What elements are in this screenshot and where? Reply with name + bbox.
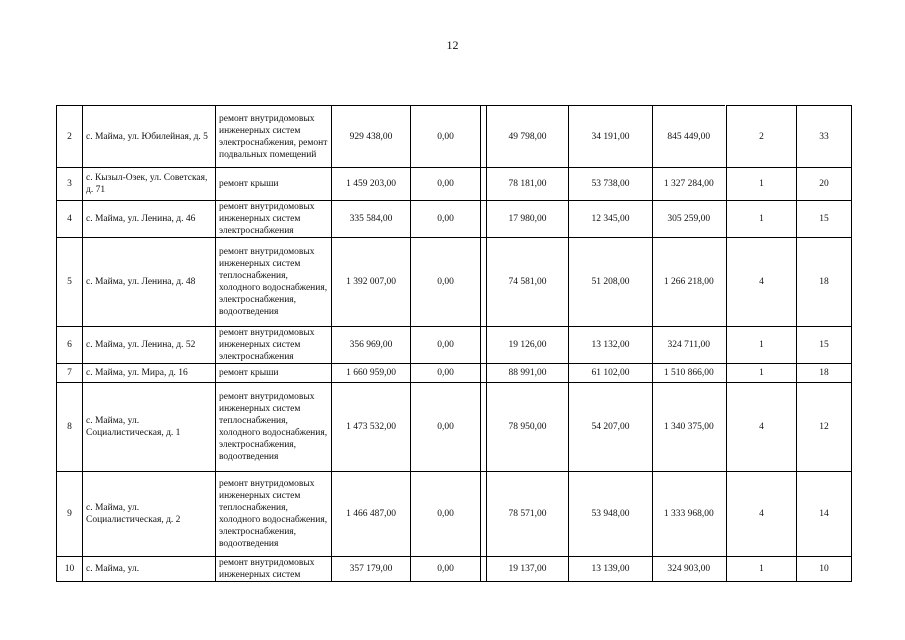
count-1-cell: 1 [727, 557, 797, 582]
amount-2-cell: 54 207,00 [569, 383, 653, 472]
work-type-cell: ремонт внутридомовых инженерных систем электроснабжения, ремонт подвальных помещений [216, 106, 332, 168]
count-1-cell: 4 [727, 383, 797, 472]
row-number-cell: 2 [57, 106, 83, 168]
address-cell: с. Майма, ул. Ленина, д. 46 [83, 201, 216, 238]
count-1-cell: 1 [727, 201, 797, 238]
address-cell: с. Майма, ул. Социалистическая, д. 2 [83, 472, 216, 557]
count-2-cell: 10 [797, 557, 852, 582]
page-number: 12 [446, 38, 459, 52]
count-2-cell: 18 [797, 364, 852, 383]
table-row [57, 472, 852, 557]
total-cost-cell: 1 459 203,00 [332, 168, 411, 201]
table-row [57, 106, 852, 168]
work-type-cell: ремонт внутридомовых инженерных систем теплоснабжения, холодного водоснабжения, электроснабжения, водоотведения [216, 383, 332, 472]
count-2-cell: 12 [797, 383, 852, 472]
zero-amount-cell: 0,00 [411, 327, 481, 364]
row-number-cell: 5 [57, 238, 83, 327]
amount-1-cell: 17 980,00 [487, 201, 569, 238]
amount-1-cell: 74 581,00 [487, 238, 569, 327]
address-cell: с. Майма, ул. Ленина, д. 48 [83, 238, 216, 327]
work-type-cell: ремонт крыши [216, 364, 332, 383]
row-number-cell: 8 [57, 383, 83, 472]
table-row [57, 238, 852, 327]
total-cost-cell: 1 466 487,00 [332, 472, 411, 557]
total-cost-cell: 356 969,00 [332, 327, 411, 364]
amount-3-cell: 1 327 284,00 [653, 168, 725, 201]
amount-1-cell: 78 571,00 [487, 472, 569, 557]
address-cell: с. Майма, ул. Мира, д. 16 [83, 364, 216, 383]
count-1-cell: 4 [727, 472, 797, 557]
count-2-cell: 15 [797, 327, 852, 364]
count-1-cell: 4 [727, 238, 797, 327]
amount-3-cell: 305 259,00 [653, 201, 725, 238]
zero-amount-cell: 0,00 [411, 383, 481, 472]
address-cell: с. Кызыл-Озек, ул. Советская, д. 71 [83, 168, 216, 201]
repair-registry-table [56, 105, 852, 582]
amount-3-cell: 324 903,00 [653, 557, 725, 582]
amount-2-cell: 13 132,00 [569, 327, 653, 364]
zero-amount-cell: 0,00 [411, 557, 481, 582]
amount-1-cell: 88 991,00 [487, 364, 569, 383]
total-cost-cell: 335 584,00 [332, 201, 411, 238]
table-row [57, 168, 852, 201]
amount-1-cell: 78 950,00 [487, 383, 569, 472]
row-number-cell: 9 [57, 472, 83, 557]
address-cell: с. Майма, ул. [83, 557, 216, 582]
table-row [57, 557, 852, 582]
count-1-cell: 1 [727, 168, 797, 201]
amount-3-cell: 1 266 218,00 [653, 238, 725, 327]
work-type-cell: ремонт внутридомовых инженерных систем теплоснабжения, холодного водоснабжения, электроснабжения, водоотведения [216, 472, 332, 557]
total-cost-cell: 1 660 959,00 [332, 364, 411, 383]
amount-3-cell: 1 340 375,00 [653, 383, 725, 472]
work-type-cell: ремонт внутридомовых инженерных систем теплоснабжения, холодного водоснабжения, электроснабжения, водоотведения [216, 238, 332, 327]
count-2-cell: 14 [797, 472, 852, 557]
address-cell: с. Майма, ул. Ленина, д. 52 [83, 327, 216, 364]
zero-amount-cell: 0,00 [411, 168, 481, 201]
work-type-cell: ремонт внутридомовых инженерных систем электроснабжения [216, 201, 332, 238]
row-number-cell: 3 [57, 168, 83, 201]
row-number-cell: 6 [57, 327, 83, 364]
amount-1-cell: 49 798,00 [487, 106, 569, 168]
row-number-cell: 4 [57, 201, 83, 238]
amount-1-cell: 19 126,00 [487, 327, 569, 364]
count-2-cell: 20 [797, 168, 852, 201]
zero-amount-cell: 0,00 [411, 364, 481, 383]
count-1-cell: 2 [727, 106, 797, 168]
amount-3-cell: 845 449,00 [653, 106, 725, 168]
amount-1-cell: 78 181,00 [487, 168, 569, 201]
table-row [57, 327, 852, 364]
amount-2-cell: 53 738,00 [569, 168, 653, 201]
amount-1-cell: 19 137,00 [487, 557, 569, 582]
count-2-cell: 15 [797, 201, 852, 238]
row-number-cell: 7 [57, 364, 83, 383]
count-1-cell: 1 [727, 364, 797, 383]
amount-3-cell: 1 510 866,00 [653, 364, 725, 383]
amount-2-cell: 61 102,00 [569, 364, 653, 383]
table-row [57, 383, 852, 472]
amount-3-cell: 1 333 968,00 [653, 472, 725, 557]
total-cost-cell: 1 392 007,00 [332, 238, 411, 327]
count-2-cell: 33 [797, 106, 852, 168]
work-type-cell: ремонт внутридомовых инженерных систем [216, 557, 332, 582]
table-row [57, 364, 852, 383]
amount-3-cell: 324 711,00 [653, 327, 725, 364]
amount-2-cell: 53 948,00 [569, 472, 653, 557]
zero-amount-cell: 0,00 [411, 472, 481, 557]
amount-2-cell: 51 208,00 [569, 238, 653, 327]
count-1-cell: 1 [727, 327, 797, 364]
address-cell: с. Майма, ул. Социалистическая, д. 1 [83, 383, 216, 472]
zero-amount-cell: 0,00 [411, 201, 481, 238]
work-type-cell: ремонт крыши [216, 168, 332, 201]
row-number-cell: 10 [57, 557, 83, 582]
table-row [57, 201, 852, 238]
zero-amount-cell: 0,00 [411, 238, 481, 327]
total-cost-cell: 929 438,00 [332, 106, 411, 168]
work-type-cell: ремонт внутридомовых инженерных систем электроснабжения [216, 327, 332, 364]
total-cost-cell: 1 473 532,00 [332, 383, 411, 472]
count-2-cell: 18 [797, 238, 852, 327]
amount-2-cell: 34 191,00 [569, 106, 653, 168]
address-cell: с. Майма, ул. Юбилейная, д. 5 [83, 106, 216, 168]
amount-2-cell: 12 345,00 [569, 201, 653, 238]
amount-2-cell: 13 139,00 [569, 557, 653, 582]
total-cost-cell: 357 179,00 [332, 557, 411, 582]
zero-amount-cell: 0,00 [411, 106, 481, 168]
